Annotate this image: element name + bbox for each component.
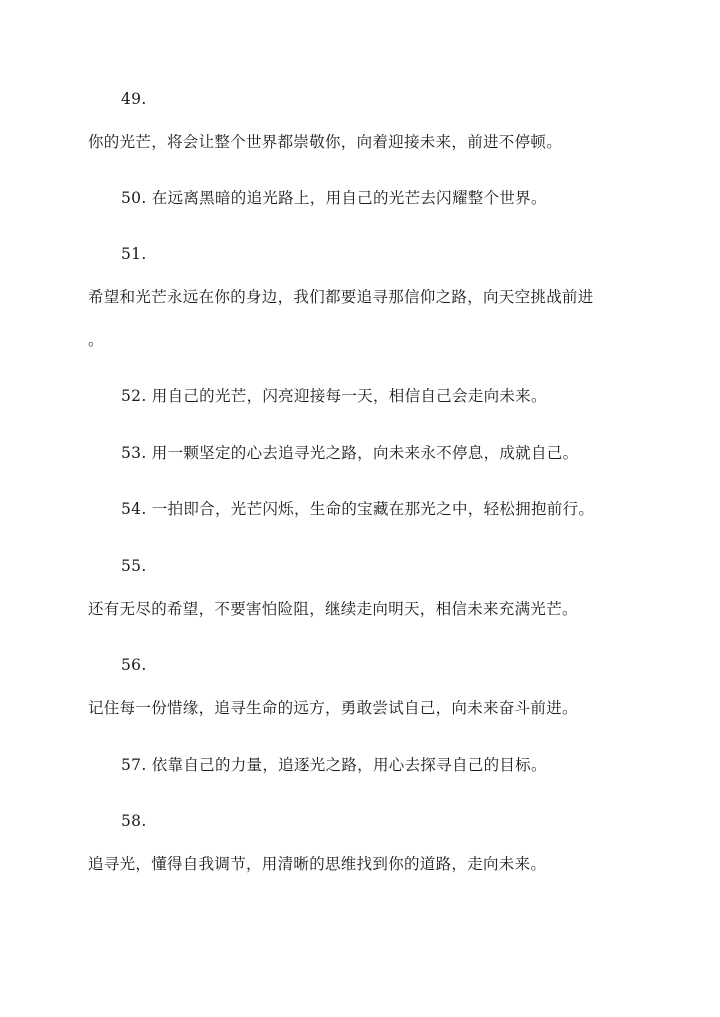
item-text-58: 追寻光，懂得自我调节，用清晰的思维找到你的道路，走向未来。	[88, 855, 547, 873]
item-text-51-end: 。	[88, 331, 104, 349]
item-number-49: 49.	[121, 90, 147, 108]
item-text-51: 希望和光芒永远在你的身边，我们都要追寻那信仰之路，向天空挑战前进	[88, 288, 594, 306]
item-50: 50. 在远离黑暗的追光路上，用自己的光芒去闪耀整个世界。	[121, 189, 547, 207]
item-number-56: 56.	[121, 656, 147, 674]
item-number-51: 51.	[121, 245, 147, 263]
item-57: 57. 依靠自己的力量，追逐光之路，用心去探寻自己的目标。	[121, 756, 547, 774]
item-text-55: 还有无尽的希望，不要害怕险阻，继续走向明天，相信未来充满光芒。	[88, 600, 578, 618]
item-text-56: 记住每一份惜缘，追寻生命的远方，勇敢尝试自己，向未来奋斗前进。	[88, 699, 578, 717]
item-52: 52. 用自己的光芒，闪亮迎接每一天，相信自己会走向未来。	[121, 387, 547, 405]
item-text-49: 你的光芒，将会让整个世界都崇敬你，向着迎接未来，前进不停顿。	[88, 133, 563, 151]
item-54: 54. 一拍即合，光芒闪烁，生命的宝藏在那光之中，轻松拥抱前行。	[121, 500, 595, 518]
item-number-58: 58.	[121, 812, 147, 830]
item-53: 53. 用一颗坚定的心去追寻光之路，向未来永不停息，成就自己。	[121, 444, 579, 462]
item-number-55: 55.	[121, 557, 147, 575]
